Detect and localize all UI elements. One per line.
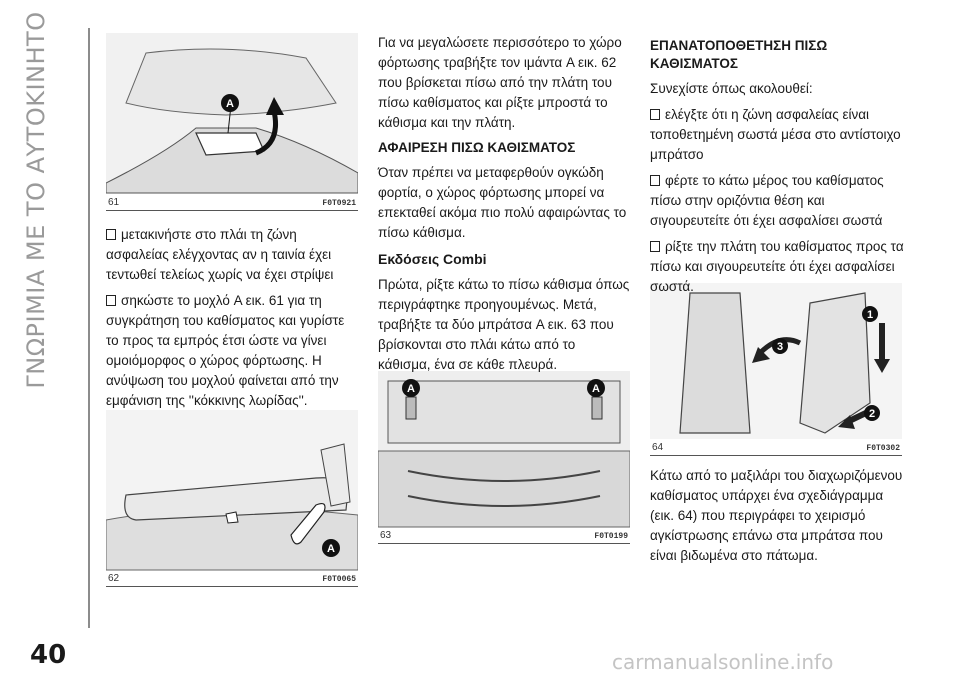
figure-61 [106,33,358,211]
bullet-text: μετακινήστε στο πλάι τη ζώνη ασφαλείας ελέγχοντας αν η ταινία έχει τεντωθεί τελείως χωρίς να έχει στρίψει [106,227,334,282]
figure-62-label-a: A [327,543,335,555]
bullet-text: ρίξτε την πλάτη του καθίσματος προς τα πίσω και σιγουρευτείτε ότι έχει ασφαλίσει σωστά. [650,239,904,294]
figure-61-number: 61 [108,197,120,208]
figure-61-code: F0T0921 [322,199,356,208]
checkbox-bullet-icon [106,229,116,240]
text-column-3-lower [650,466,904,572]
figure-64-illustration [650,283,902,455]
figure-64-label-2: 2 [868,408,876,420]
section-heading: ΑΦΑΙΡΕΣΗ ΠΙΣΩ ΚΑΘΙΣΜΑΤΟΣ [378,140,576,155]
paragraph: Όταν πρέπει να μεταφερθούν ογκώδη φορτία, ο χώρος φόρτωσης μπορεί να επεκταθεί ακόμα πιο πολύ αφαιρώντας το πίσω κάθισμα. [378,165,627,240]
paragraph: Πρώτα, ρίξτε κάτω το πίσω κάθισμα όπως περιγράφτηκε προηγουμένως. Μετά, τραβήξτε τα δύο μπράτσα A εικ. 63 που βρίσκονται στο πλάι κάτω από το κάθισμα, ένα σε κάθε πλευρά. [378,277,630,372]
figure-62 [106,410,358,587]
figure-63-label-a-left: A [407,383,415,395]
figure-63-label-a-right: A [592,383,600,395]
checkbox-bullet-icon [106,295,116,306]
figure-62-number: 62 [108,573,120,584]
section-heading: ΕΠΑΝΑΤΟΠΟΘΕΤΗΣΗ ΠΙΣΩ ΚΑΘΙΣΜΑΤΟΣ [650,38,828,71]
watermark: carmanualsonline.info [612,650,834,674]
text-column-3 [650,33,904,303]
figure-63-code: F0T0199 [594,532,628,541]
checkbox-bullet-icon [650,241,660,252]
figure-62-illustration [106,410,358,586]
figure-64-label-1: 1 [866,309,874,321]
figure-63-illustration [378,371,630,543]
checkbox-bullet-icon [650,109,660,120]
figure-64-label-3: 3 [776,341,784,353]
figure-61-label-a: A [226,98,234,110]
paragraph: Για να μεγαλώσετε περισσότερο το χώρο φόρτωσης τραβήξτε τον ιμάντα A εικ. 62 που βρίσκεται πίσω από την πλάτη του πίσω καθίσματος και ρίξτε μπροστά το κάθισμα και την πλάτη. [378,35,622,130]
figure-62-code: F0T0065 [322,575,356,584]
page-number: 40 [30,640,67,670]
paragraph: Κάτω από το μαξιλάρι του διαχωριζόμενου καθίσματος υπάρχει ένα σχεδιάγραμμα (εικ. 64) που περιγράφει το χειρισμό αγκίστρωσης επάνω στα μπράτσα που είναι βιδωμένα στο πάτωμα. [650,468,903,563]
figure-63 [378,371,630,544]
bullet-item [650,105,904,165]
bullet-item [106,225,356,285]
text-column-2 [378,33,630,381]
figure-63-number: 63 [380,530,392,541]
bullet-text: ελέγξτε ότι η ζώνη ασφαλείας είναι τοποθετημένη σωστά μέσα στο αντίστοιχο μπράτσο [650,107,901,162]
figure-64 [650,283,902,456]
checkbox-bullet-icon [650,175,660,186]
subsection-heading: Εκδόσεις Combi [378,251,487,267]
bullet-text: φέρτε το κάτω μέρος του καθίσματος πίσω στην οριζόντια θέση και σιγουρευτείτε ότι έχει ασφαλίσει σωστά [650,173,884,228]
figure-64-number: 64 [652,442,664,453]
figure-61-illustration [106,33,358,210]
text-column-1 [106,225,356,417]
chapter-title-text: ΓΝΩΡΙΜΙΑ ΜΕ ΤΟ ΑΥΤΟΚΙΝΗΤΟ [22,11,50,389]
bullet-item [650,237,904,297]
sidebar-divider [88,28,90,628]
chapter-title-vertical [6,11,66,389]
figure-64-code: F0T0302 [866,444,900,453]
bullet-item [106,291,356,411]
bullet-text: σηκώστε το μοχλό A εικ. 61 για τη συγκράτηση του καθίσματος και γυρίστε το προς τα εμπρός έτσι ώστε να γίνει ομοιόμορφος ο χώρος φόρτωσης. Η ανύψωση του μοχλού φαίνεται από την εμφάνιση της ''κόκκινης λωρίδας''. [106,293,345,408]
paragraph: Συνεχίστε όπως ακολουθεί: [650,81,813,96]
bullet-item [650,171,904,231]
